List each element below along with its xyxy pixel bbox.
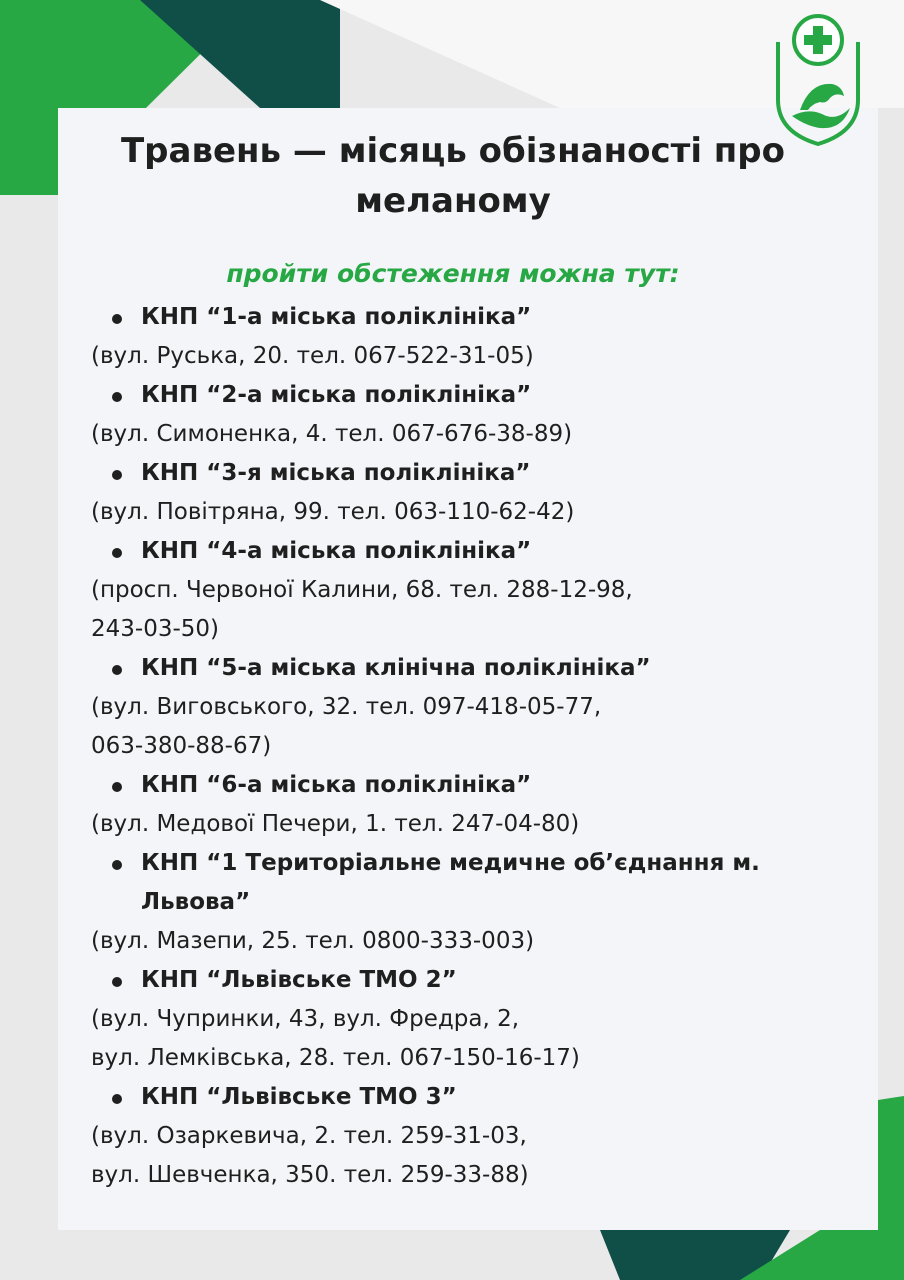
clinic-name xyxy=(0,376,904,415)
clinic-name xyxy=(0,1078,904,1117)
clinic-address: (вул. Симоненка, 4. тел. 067-676-38-89) xyxy=(91,421,573,447)
clinic-name xyxy=(0,649,904,688)
clinic-name-text: КНП “1-а міська поліклініка” xyxy=(141,304,532,330)
clinic-list xyxy=(0,298,904,1195)
clinic-name xyxy=(0,532,904,571)
list-item xyxy=(0,454,904,532)
clinic-name-text: КНП “5-а міська клінічна поліклініка” xyxy=(141,655,651,681)
subtitle: пройти обстеження можна тут: xyxy=(226,259,680,288)
clinic-address: (вул. Чупринки, 43, вул. Фредра, 2, вул. Лемківська, 28. тел. 067-150-16-17) xyxy=(91,1006,580,1071)
bullet-icon xyxy=(112,665,122,675)
clinic-address: (просп. Червоної Калини, 68. тел. 288-12-98, 243-03-50) xyxy=(91,577,633,642)
list-item xyxy=(0,844,904,961)
bullet-icon xyxy=(112,860,122,870)
list-item xyxy=(0,649,904,766)
bullet-icon xyxy=(112,1094,122,1104)
list-item xyxy=(0,961,904,1078)
clinic-name-text: КНП “Львівське ТМО 2” xyxy=(141,967,457,993)
bullet-icon xyxy=(112,548,122,558)
clinic-name-text: КНП “4-а міська поліклініка” xyxy=(141,538,532,564)
bullet-icon xyxy=(112,782,122,792)
page-title-line-2: меланому xyxy=(355,181,551,221)
list-item xyxy=(0,532,904,649)
clinic-address: (вул. Повітряна, 99. тел. 063-110-62-42) xyxy=(91,499,575,525)
list-item xyxy=(0,376,904,454)
clinic-name-text: КНП “1 Територіальне медичне об’єднання м. Львова” xyxy=(141,850,760,915)
clinic-address: (вул. Руська, 20. тел. 067-522-31-05) xyxy=(91,343,534,369)
clinic-name-text: КНП “2-а міська поліклініка” xyxy=(141,382,532,408)
list-item xyxy=(0,1078,904,1195)
bullet-icon xyxy=(112,392,122,402)
bullet-icon xyxy=(112,470,122,480)
clinic-address: (вул. Озаркевича, 2. тел. 259-31-03, вул. Шевченка, 350. тел. 259-33-88) xyxy=(91,1123,529,1188)
list-item xyxy=(0,766,904,844)
page-title-line-1: Травень — місяць обізнаності про xyxy=(120,131,785,171)
bullet-icon xyxy=(112,314,122,324)
clinic-name xyxy=(0,454,904,493)
clinic-name xyxy=(0,844,904,922)
clinic-name xyxy=(0,961,904,1000)
clinic-name-text: КНП “3-я міська поліклініка” xyxy=(141,460,531,486)
bullet-icon xyxy=(112,977,122,987)
clinic-name-text: КНП “Львівське ТМО 3” xyxy=(141,1084,457,1110)
clinic-name xyxy=(0,298,904,337)
clinic-address: (вул. Медової Печери, 1. тел. 247-04-80) xyxy=(91,811,580,837)
clinic-name xyxy=(0,766,904,805)
clinic-name-text: КНП “6-а міська поліклініка” xyxy=(141,772,532,798)
clinic-address: (вул. Мазепи, 25. тел. 0800-333-003) xyxy=(91,928,535,954)
clinic-address: (вул. Виговського, 32. тел. 097-418-05-77, 063-380-88-67) xyxy=(91,694,602,759)
list-item xyxy=(0,298,904,376)
